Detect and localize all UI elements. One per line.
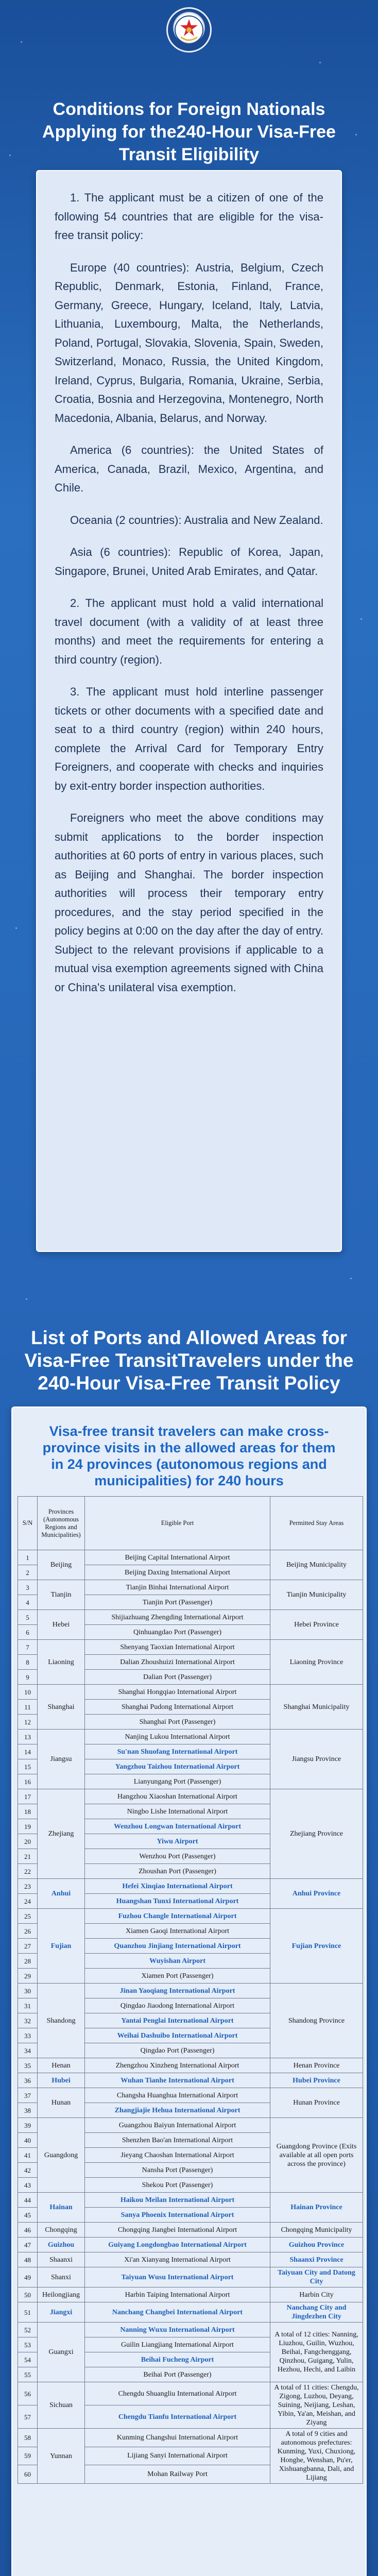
region-cell: Jiangsu bbox=[38, 1730, 85, 1789]
port-cell: Zhengzhou Xinzheng International Airport bbox=[85, 2058, 270, 2073]
port-cell: Kunming Changshui International Airport bbox=[85, 2429, 270, 2447]
row-sn: 21 bbox=[18, 1849, 38, 1864]
port-cell: Beijing Daxing International Airport bbox=[85, 1565, 270, 1580]
region-cell: Chongqing bbox=[38, 2223, 85, 2238]
row-sn: 56 bbox=[18, 2382, 38, 2405]
table-row bbox=[18, 2193, 363, 2208]
row-sn: 13 bbox=[18, 1730, 38, 1744]
port-cell-new: Yangzhou Taizhou International Airport bbox=[85, 1759, 270, 1774]
table-row bbox=[18, 2429, 363, 2447]
port-cell: Shenzhen Bao'an International Airport bbox=[85, 2133, 270, 2148]
row-sn: 34 bbox=[18, 2043, 38, 2058]
row-sn: 33 bbox=[18, 2028, 38, 2043]
region-cell: Hebei bbox=[38, 1610, 85, 1640]
port-cell-new: Fuzhou Changle International Airport bbox=[85, 1909, 270, 1924]
port-cell: Beihai Port (Passenger) bbox=[85, 2367, 270, 2382]
region-cell: Guangxi bbox=[38, 2323, 85, 2382]
area-cell: Henan Province bbox=[270, 2058, 363, 2073]
port-cell-new: Zhangjiajie Hehua International Airport bbox=[85, 2103, 270, 2118]
port-cell-new: Wenzhou Longwan International Airport bbox=[85, 1819, 270, 1834]
table-row bbox=[18, 1789, 363, 1804]
table-row bbox=[18, 1909, 363, 1924]
port-cell: Shanghai Hongqiao International Airport bbox=[85, 1685, 270, 1700]
port-cell: Dalian Zhoushuizi International Airport bbox=[85, 1655, 270, 1670]
port-cell: Changsha Huanghua International Airport bbox=[85, 2088, 270, 2103]
region-cell: Shanghai bbox=[38, 1685, 85, 1730]
port-cell: Mohan Railway Port bbox=[85, 2465, 270, 2484]
area-cell: Harbin City bbox=[270, 2287, 363, 2302]
port-cell-new: Guiyang Longdongbao International Airport bbox=[85, 2238, 270, 2252]
area-cell: Zhejiang Province bbox=[270, 1789, 363, 1879]
region-cell-new: Hainan bbox=[38, 2193, 85, 2223]
port-cell-new: Yiwu Airport bbox=[85, 1834, 270, 1849]
port-cell: Lianyungang Port (Passenger) bbox=[85, 1774, 270, 1789]
row-sn: 19 bbox=[18, 1819, 38, 1834]
area-cell-new: Hubei Province bbox=[270, 2073, 363, 2088]
area-cell-new: Anhui Province bbox=[270, 1879, 363, 1909]
region-cell-new: Anhui bbox=[38, 1879, 85, 1909]
area-cell-new: Guizhou Province bbox=[270, 2238, 363, 2252]
row-sn: 25 bbox=[18, 1909, 38, 1924]
region-cell: Henan bbox=[38, 2058, 85, 2073]
port-cell-new: Su'nan Shuofang International Airport bbox=[85, 1744, 270, 1759]
row-sn: 52 bbox=[18, 2323, 38, 2337]
row-sn: 58 bbox=[18, 2429, 38, 2447]
area-cell: Chongqing Municipality bbox=[270, 2223, 363, 2238]
port-cell: Hangzhou Xiaoshan International Airport bbox=[85, 1789, 270, 1804]
row-sn: 27 bbox=[18, 1939, 38, 1954]
region-cell: Guangdong bbox=[38, 2118, 85, 2193]
row-sn: 51 bbox=[18, 2302, 38, 2323]
port-cell: Shanghai Port (Passenger) bbox=[85, 1715, 270, 1730]
row-sn: 23 bbox=[18, 1879, 38, 1894]
port-cell-new: Jinan Yaoqiang International Airport bbox=[85, 1984, 270, 1998]
row-sn: 40 bbox=[18, 2133, 38, 2148]
region-cell: Tianjin bbox=[38, 1580, 85, 1610]
area-cell: Liaoning Province bbox=[270, 1640, 363, 1685]
area-cell: Shandong Province bbox=[270, 1984, 363, 2058]
row-sn: 48 bbox=[18, 2252, 38, 2267]
area-cell: Guangdong Province (Exits available at all open ports across the province) bbox=[270, 2118, 363, 2193]
row-sn: 2 bbox=[18, 1565, 38, 1580]
table-row bbox=[18, 2287, 363, 2302]
row-sn: 50 bbox=[18, 2287, 38, 2302]
row-sn: 24 bbox=[18, 1894, 38, 1909]
row-sn: 1 bbox=[18, 1550, 38, 1565]
port-cell-new: Huangshan Tunxi International Airport bbox=[85, 1894, 270, 1909]
row-sn: 20 bbox=[18, 1834, 38, 1849]
region-cell-new: Hubei bbox=[38, 2073, 85, 2088]
page-title-ports: List of Ports and Allowed Areas for Visa-Free TransitTravelers under the 240-Hour Visa-Free Transit Policy bbox=[24, 1327, 354, 1394]
port-cell: Zhoushan Port (Passenger) bbox=[85, 1864, 270, 1879]
region-cell: Liaoning bbox=[38, 1640, 85, 1685]
row-sn: 47 bbox=[18, 2238, 38, 2252]
table-header-row bbox=[18, 1497, 363, 1550]
header-area: Permitted Stay Areas bbox=[270, 1497, 363, 1550]
row-sn: 49 bbox=[18, 2267, 38, 2287]
port-cell-new: Nanchang Changbei International Airport bbox=[85, 2302, 270, 2323]
row-sn: 41 bbox=[18, 2148, 38, 2163]
row-sn: 8 bbox=[18, 1655, 38, 1670]
port-cell-new: Weihai Dashuibo International Airport bbox=[85, 2028, 270, 2043]
region-cell-new: Guizhou bbox=[38, 2238, 85, 2252]
port-cell: Ningbo Lishe International Airport bbox=[85, 1804, 270, 1819]
row-sn: 30 bbox=[18, 1984, 38, 1998]
area-cell-new: Shaanxi Province bbox=[270, 2252, 363, 2267]
port-cell: Jieyang Chaoshan International Airport bbox=[85, 2148, 270, 2163]
area-cell: Hebei Province bbox=[270, 1610, 363, 1640]
row-sn: 57 bbox=[18, 2405, 38, 2429]
row-sn: 10 bbox=[18, 1685, 38, 1700]
table-row bbox=[18, 1879, 363, 1894]
port-cell-new: Yantai Penglai International Airport bbox=[85, 2013, 270, 2028]
port-cell: Qingdao Port (Passenger) bbox=[85, 2043, 270, 2058]
row-sn: 14 bbox=[18, 1744, 38, 1759]
port-cell: Shekou Port (Passenger) bbox=[85, 2178, 270, 2193]
conditions-card bbox=[36, 170, 342, 1252]
area-cell: A total of 9 cities and autonomous prefectures: Kunming, Yuxi, Chuxiong, Honghe, Wenshan, Pu'er, Xishuangbanna, Dali, and Lijiang bbox=[270, 2429, 363, 2484]
ports-table bbox=[18, 1496, 363, 2484]
table-row bbox=[18, 1730, 363, 1744]
port-cell: Beijing Capital International Airport bbox=[85, 1550, 270, 1565]
region-cell: Yunnan bbox=[38, 2429, 85, 2484]
port-cell: Tianjin Binhai International Airport bbox=[85, 1580, 270, 1595]
condition-2: 2. The applicant must hold a valid international travel document (with a validity of at least three months) and meet the requirements for entering a third country (region). bbox=[55, 597, 323, 666]
table-row bbox=[18, 1610, 363, 1625]
table-row bbox=[18, 1685, 363, 1700]
area-cell-new: Fujian Province bbox=[270, 1909, 363, 1984]
row-sn: 59 bbox=[18, 2447, 38, 2465]
port-cell: Xiamen Gaoqi International Airport bbox=[85, 1924, 270, 1939]
table-row bbox=[18, 1984, 363, 1998]
port-cell: Shijiazhuang Zhengding International Airport bbox=[85, 1610, 270, 1625]
port-cell: Chengdu Shuangliu International Airport bbox=[85, 2382, 270, 2405]
port-cell-new: Wuyishan Airport bbox=[85, 1954, 270, 1969]
port-cell-new: Chengdu Tianfu International Airport bbox=[85, 2405, 270, 2429]
row-sn: 22 bbox=[18, 1864, 38, 1879]
port-cell-new: Hefei Xinqiao International Airport bbox=[85, 1879, 270, 1894]
table-row bbox=[18, 2238, 363, 2252]
area-cell: A total of 12 cities: Nanning, Liuzhou, Guilin, Wuzhou, Beihai, Fangchenggang, Qinzhou, Guigang, Yulin, Hezhou, Hechi, and Laibin bbox=[270, 2323, 363, 2382]
port-cell-new: Wuhan Tianhe International Airport bbox=[85, 2073, 270, 2088]
condition-europe: Europe (40 countries): Austria, Belgium, Czech Republic, Denmark, Estonia, Finland, France, Germany, Greece, Hungary, Iceland, Italy, Latvia, Lithuania, Luxembourg, Malta, the Netherlands, Poland, Portugal, Slovakia, Slovenia, Spain, Sweden, Switzerland, Monaco, Russia, the United Kingdom, Ireland, Cyprus, Bulgaria, Romania, Ukraine, Serbia, Croatia, Bosnia and Herzegovina, Montenegro, North Macedonia, Albania, Belarus, and Norway. bbox=[55, 261, 323, 425]
area-cell: Shanghai Municipality bbox=[270, 1685, 363, 1730]
area-cell: Hunan Province bbox=[270, 2088, 363, 2118]
region-cell-new: Fujian bbox=[38, 1909, 85, 1984]
row-sn: 39 bbox=[18, 2118, 38, 2133]
port-cell: Nanjing Lukou International Airport bbox=[85, 1730, 270, 1744]
row-sn: 15 bbox=[18, 1759, 38, 1774]
ports-card bbox=[11, 1406, 367, 2576]
header-port: Eligible Port bbox=[85, 1497, 270, 1550]
port-cell: Shanghai Pudong International Airport bbox=[85, 1700, 270, 1715]
row-sn: 42 bbox=[18, 2163, 38, 2178]
port-cell-new: Haikou Meilan International Airport bbox=[85, 2193, 270, 2208]
region-cell: Beijing bbox=[38, 1550, 85, 1580]
row-sn: 35 bbox=[18, 2058, 38, 2073]
region-cell: Zhejiang bbox=[38, 1789, 85, 1879]
table-row bbox=[18, 1550, 363, 1565]
port-cell: Guangzhou Baiyun International Airport bbox=[85, 2118, 270, 2133]
row-sn: 11 bbox=[18, 1700, 38, 1715]
region-cell: Sichuan bbox=[38, 2382, 85, 2429]
row-sn: 55 bbox=[18, 2367, 38, 2382]
region-cell: Shanxi bbox=[38, 2267, 85, 2287]
table-row bbox=[18, 1580, 363, 1595]
region-cell-new: Jiangxi bbox=[38, 2302, 85, 2323]
area-cell-new: Hainan Province bbox=[270, 2193, 363, 2223]
table-row bbox=[18, 2223, 363, 2238]
port-cell-new: Beihai Fucheng Airport bbox=[85, 2352, 270, 2367]
port-cell: Qinhuangdao Port (Passenger) bbox=[85, 1625, 270, 1640]
port-cell: Xiamen Port (Passenger) bbox=[85, 1969, 270, 1984]
table-row bbox=[18, 2382, 363, 2405]
area-cell-new: Taiyuan City and Datong City bbox=[270, 2267, 363, 2287]
area-cell-new: Nanchang City and Jingdezhen City bbox=[270, 2302, 363, 2323]
row-sn: 28 bbox=[18, 1954, 38, 1969]
port-cell: Shenyang Taoxian International Airport bbox=[85, 1640, 270, 1655]
table-row bbox=[18, 2073, 363, 2088]
port-cell: Wenzhou Port (Passenger) bbox=[85, 1849, 270, 1864]
row-sn: 43 bbox=[18, 2178, 38, 2193]
region-cell: Heilongjiang bbox=[38, 2287, 85, 2302]
row-sn: 36 bbox=[18, 2073, 38, 2088]
row-sn: 18 bbox=[18, 1804, 38, 1819]
port-cell-new: Nanning Wuxu International Airport bbox=[85, 2323, 270, 2337]
row-sn: 32 bbox=[18, 2013, 38, 2028]
port-cell-new: Sanya Phoenix International Airport bbox=[85, 2208, 270, 2223]
table-row bbox=[18, 2302, 363, 2323]
table-row bbox=[18, 1640, 363, 1655]
area-cell: Beijing Municipality bbox=[270, 1550, 363, 1580]
port-cell-new: Taiyuan Wusu International Airport bbox=[85, 2267, 270, 2287]
port-cell: Chongqing Jiangbei International Airport bbox=[85, 2223, 270, 2238]
condition-asia: Asia (6 countries): Republic of Korea, Japan, Singapore, Brunei, United Arab Emirates, and Qatar. bbox=[55, 546, 323, 578]
port-cell: Tianjin Port (Passenger) bbox=[85, 1595, 270, 1610]
condition-3: 3. The applicant must hold interline passenger tickets or other documents with a specified date and seat to a third country (region) within 240 hours, complete the Arrival Card for Temporary Entry Foreigners, and cooperate with checks and inquiries by exit-entry border inspection authorities. bbox=[55, 685, 323, 792]
condition-oceania: Oceania (2 countries): Australia and New Zealand. bbox=[70, 513, 323, 527]
header-sn: S/N bbox=[18, 1497, 38, 1550]
port-cell: Xi'an Xianyang International Airport bbox=[85, 2252, 270, 2267]
page-title-conditions: Conditions for Foreign Nationals Applying for the240-Hour Visa-Free Transit Eligibility bbox=[42, 99, 336, 164]
table-intro: Visa-free transit travelers can make cross-province visits in the allowed areas for them in 24 provinces (autonomous regions and municipalities) for 240 hours bbox=[42, 1423, 336, 1488]
row-sn: 46 bbox=[18, 2223, 38, 2238]
port-cell: Lijiang Sanyi International Airport bbox=[85, 2447, 270, 2465]
table-row bbox=[18, 2088, 363, 2103]
emblem-block bbox=[0, 7, 378, 84]
condition-note: Foreigners who meet the above conditions may submit applications to the border inspection authorities at 60 ports of entry in various places, such as Beijing and Shanghai. The border inspection authorities will process their temporary entry procedures, and the stay period specified in the policy begins at 0:00 on the day after the day of entry. Subject to the relevant provisions if applicable to a mutual visa exemption agreements signed with China or China's unilateral visa exemption. bbox=[55, 811, 323, 994]
row-sn: 44 bbox=[18, 2193, 38, 2208]
row-sn: 9 bbox=[18, 1670, 38, 1685]
row-sn: 29 bbox=[18, 1969, 38, 1984]
port-cell: Nansha Port (Passenger) bbox=[85, 2163, 270, 2178]
row-sn: 38 bbox=[18, 2103, 38, 2118]
port-cell-new: Quanzhou Jinjiang International Airport bbox=[85, 1939, 270, 1954]
condition-1: 1. The applicant must be a citizen of one of the following 54 countries that are eligible for the visa-free transit policy: bbox=[55, 191, 323, 242]
emblem-icon bbox=[166, 7, 212, 53]
row-sn: 5 bbox=[18, 1610, 38, 1625]
row-sn: 26 bbox=[18, 1924, 38, 1939]
table-row bbox=[18, 2323, 363, 2337]
row-sn: 16 bbox=[18, 1774, 38, 1789]
area-cell: Tianjin Municipality bbox=[270, 1580, 363, 1610]
row-sn: 12 bbox=[18, 1715, 38, 1730]
port-cell: Dalian Port (Passenger) bbox=[85, 1670, 270, 1685]
table-row bbox=[18, 2118, 363, 2133]
area-cell: A total of 11 cities: Chengdu, Zigong, Luzhou, Deyang, Suining, Neijiang, Leshan, Yibin, Ya'an, Meishan, and Ziyang bbox=[270, 2382, 363, 2429]
table-row bbox=[18, 2252, 363, 2267]
row-sn: 54 bbox=[18, 2352, 38, 2367]
row-sn: 3 bbox=[18, 1580, 38, 1595]
row-sn: 37 bbox=[18, 2088, 38, 2103]
condition-america: America (6 countries): the United States of America, Canada, Brazil, Mexico, Argentina, and Chile. bbox=[55, 444, 323, 494]
row-sn: 4 bbox=[18, 1595, 38, 1610]
table-row bbox=[18, 2058, 363, 2073]
row-sn: 31 bbox=[18, 1998, 38, 2013]
port-cell: Harbin Taiping International Airport bbox=[85, 2287, 270, 2302]
region-cell: Shaanxi bbox=[38, 2252, 85, 2267]
row-sn: 45 bbox=[18, 2208, 38, 2223]
port-cell: Guilin Liangjiang International Airport bbox=[85, 2337, 270, 2352]
header-region: Provinces (Autonomous Regions and Municipalities) bbox=[38, 1497, 85, 1550]
table-row bbox=[18, 2267, 363, 2287]
area-cell: Jiangsu Province bbox=[270, 1730, 363, 1789]
row-sn: 17 bbox=[18, 1789, 38, 1804]
row-sn: 6 bbox=[18, 1625, 38, 1640]
region-cell: Hunan bbox=[38, 2088, 85, 2118]
row-sn: 60 bbox=[18, 2465, 38, 2484]
region-cell: Shandong bbox=[38, 1984, 85, 2058]
row-sn: 7 bbox=[18, 1640, 38, 1655]
port-cell: Qingdao Jiaodong International Airport bbox=[85, 1998, 270, 2013]
row-sn: 53 bbox=[18, 2337, 38, 2352]
